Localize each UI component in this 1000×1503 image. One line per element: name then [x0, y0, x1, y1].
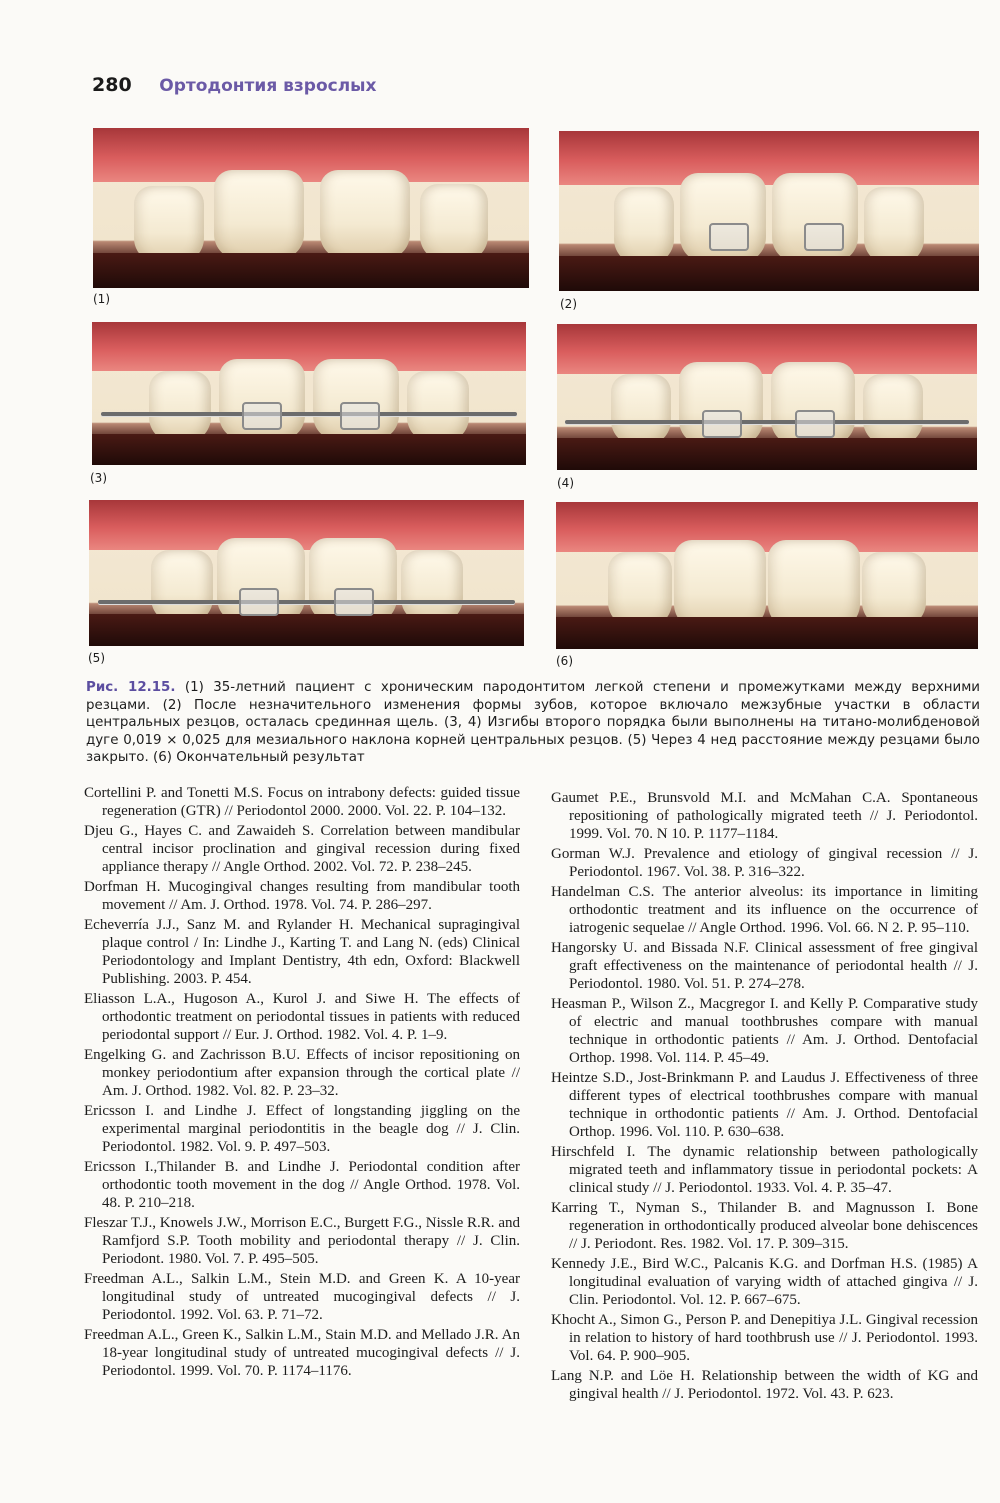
reference-entry: Handelman C.S. The anterior alveolus: its importance in limiting orthodontic treatment and its influence on the occurrence of iatrogenic sequelae // Angle Orthod. 1996. Vol. 66. N 2. P. 95–110. — [551, 884, 978, 936]
reference-entry: Lang N.P. and Löe H. Relationship between the width of KG and gingival health // J. Periodontol. 1972. Vol. 43. P. 623. — [551, 1368, 978, 1402]
reference-entry: Echeverría J.J., Sanz M. and Rylander H. Mechanical supragingival plaque control / In: Lindhe J., Karting T. and Lang N. (eds) Clinical Periodontology and Implant Dentistry, 4th edn, Oxford: Blackwell Publishing. 2003. P. 454. — [84, 917, 520, 987]
reference-entry: Gaumet P.E., Brunsvold M.I. and McMahan C.A. Spontaneous repositioning of pathologically migrated teeth // J. Periodontol. 1999. Vol. 70. N 10. P. 1177–1184. — [551, 790, 978, 842]
reference-entry: Heintze S.D., Jost-Brinkmann P. and Laudus J. Effectiveness of three different types of electrical toothbrushes compare with manual technique in orthodontic patients // Am. J. Orthod. Dentofacial Orthop. 1996. Vol. 110. P. 630–638. — [551, 1070, 978, 1140]
reference-entry: Heasman P., Wilson Z., Macgregor I. and Kelly P. Comparative study of electric and manual toothbrushes compare with manual technique in orthodontic patients // Am. J. Orthod. Dentofacial Orthop. 1998. Vol. 114. P. 45–49. — [551, 996, 978, 1066]
references-left-column — [84, 784, 520, 1382]
reference-entry: Eliasson L.A., Hugoson A., Kurol J. and Siwe H. The effects of orthodontic treatment on periodontal tissues in patients with reduced periodontal support // Eur. J. Orthod. 1982. Vol. 4. P. 1–9. — [84, 991, 520, 1043]
running-title: Ортодонтия взрослых — [159, 76, 377, 96]
page-number: 280 — [92, 74, 132, 96]
panel-label-5: (5) — [88, 651, 105, 665]
page-header — [92, 74, 377, 96]
reference-entry: Engelking G. and Zachrisson B.U. Effects of incisor repositioning on monkey periodontium after expansion through the cortical plate // Am. J. Orthod. 1982. Vol. 82. P. 23–32. — [84, 1047, 520, 1099]
reference-entry: Karring T., Nyman S., Thilander B. and Magnusson I. Bone regeneration in orthodontically produced alveolar bone dehiscences // J. Periodont. Res. 1982. Vol. 17. P. 309–315. — [551, 1200, 978, 1252]
photo-panel-1 — [93, 128, 529, 288]
panel-label-2: (2) — [560, 297, 577, 311]
panel-label-3: (3) — [90, 471, 107, 485]
reference-entry: Khocht A., Simon G., Person P. and Denepitiya J.L. Gingival recession in relation to history of hard toothbrush use // J. Periodontol. 1993. Vol. 64. P. 900–905. — [551, 1312, 978, 1364]
reference-entry: Djeu G., Hayes C. and Zawaideh S. Correlation between mandibular central incisor proclination and gingival recession during fixed appliance therapy // Angle Orthod. 2002. Vol. 72. P. 238–245. — [84, 823, 520, 875]
reference-entry: Hangorsky U. and Bissada N.F. Clinical assessment of free gingival graft effectiveness on the maintenance of periodontal health // J. Periodontol. 1980. Vol. 51. P. 274–278. — [551, 940, 978, 992]
photo-panel-3 — [92, 322, 526, 465]
reference-entry: Freedman A.L., Salkin L.M., Stein M.D. and Green K. A 10-year longitudinal study of untreated mucogingival defects // J. Periodontol. 1992. Vol. 63. P. 71–72. — [84, 1271, 520, 1323]
reference-entry: Dorfman H. Mucogingival changes resulting from mandibular tooth movement // Am. J. Orthod. 1978. Vol. 74. P. 286–297. — [84, 879, 520, 913]
reference-entry: Fleszar T.J., Knowels J.W., Morrison E.C., Burgett F.G., Nissle R.R. and Ramfjord S.P. Tooth mobility and periodontal therapy // J. Clin. Periodont. 1980. Vol. 7. P. 495–505. — [84, 1215, 520, 1267]
panel-label-6: (6) — [556, 654, 573, 668]
figure-caption-text: (1) 35-летний пациент с хроническим пародонтитом легкой степени и промежутками между верхними резцами. (2) После незначительного изменения формы зубов, которое включало межзубные участки в области центральных резцов, осталась срединная щель. (3, 4) Изгибы второго порядка были выполнены на титано-молибденовой дуге 0,019 × 0,025 для мезиального наклона корней центральных резцов. (5) Через 4 нед расстояние между резцами было закрыто. (6) Окончательный результат — [86, 680, 981, 765]
panel-label-4: (4) — [557, 476, 574, 490]
photo-panel-5 — [89, 500, 524, 646]
figure-caption — [86, 679, 980, 767]
reference-entry: Hirschfeld I. The dynamic relationship between pathologically migrated teeth and inflammatory tissue in periodontal pockets: A clinical study // J. Periodontol. 1933. Vol. 4. P. 35–47. — [551, 1144, 978, 1196]
reference-entry: Kennedy J.E., Bird W.C., Palcanis K.G. and Dorfman H.S. (1985) A longitudinal evaluation of varying width of attached gingiva // J. Clin. Periodontol. Vol. 12. P. 667–675. — [551, 1256, 978, 1308]
photo-panel-6 — [556, 502, 978, 649]
reference-entry: Ericsson I. and Lindhe J. Effect of longstanding jiggling on the experimental marginal periodontitis in the beagle dog // J. Clin. Periodontol. 1982. Vol. 9. P. 497–503. — [84, 1103, 520, 1155]
figure-label: Рис. 12.15. — [86, 680, 176, 695]
reference-entry: Ericsson I.,Thilander B. and Lindhe J. Periodontal condition after orthodontic tooth movement in the dog // Angle Orthod. 1978. Vol. 48. P. 210–218. — [84, 1159, 520, 1211]
references-right-column — [551, 789, 978, 1405]
panel-label-1: (1) — [93, 292, 110, 306]
photo-panel-2 — [559, 131, 979, 291]
reference-entry: Gorman W.J. Prevalence and etiology of gingival recession // J. Periodontol. 1967. Vol. 38. P. 316–322. — [551, 846, 978, 880]
reference-entry: Cortellini P. and Tonetti M.S. Focus on intrabony defects: guided tissue regeneration (GTR) // Periodontol 2000. 2000. Vol. 22. P. 104–132. — [84, 785, 520, 819]
photo-panel-4 — [557, 324, 977, 470]
reference-entry: Freedman A.L., Green K., Salkin L.M., Stain M.D. and Mellado J.R. An 18-year longitudinal study of untreated mucogingival defects // J. Periodontol. 1999. Vol. 70. P. 1174–1176. — [84, 1327, 520, 1379]
